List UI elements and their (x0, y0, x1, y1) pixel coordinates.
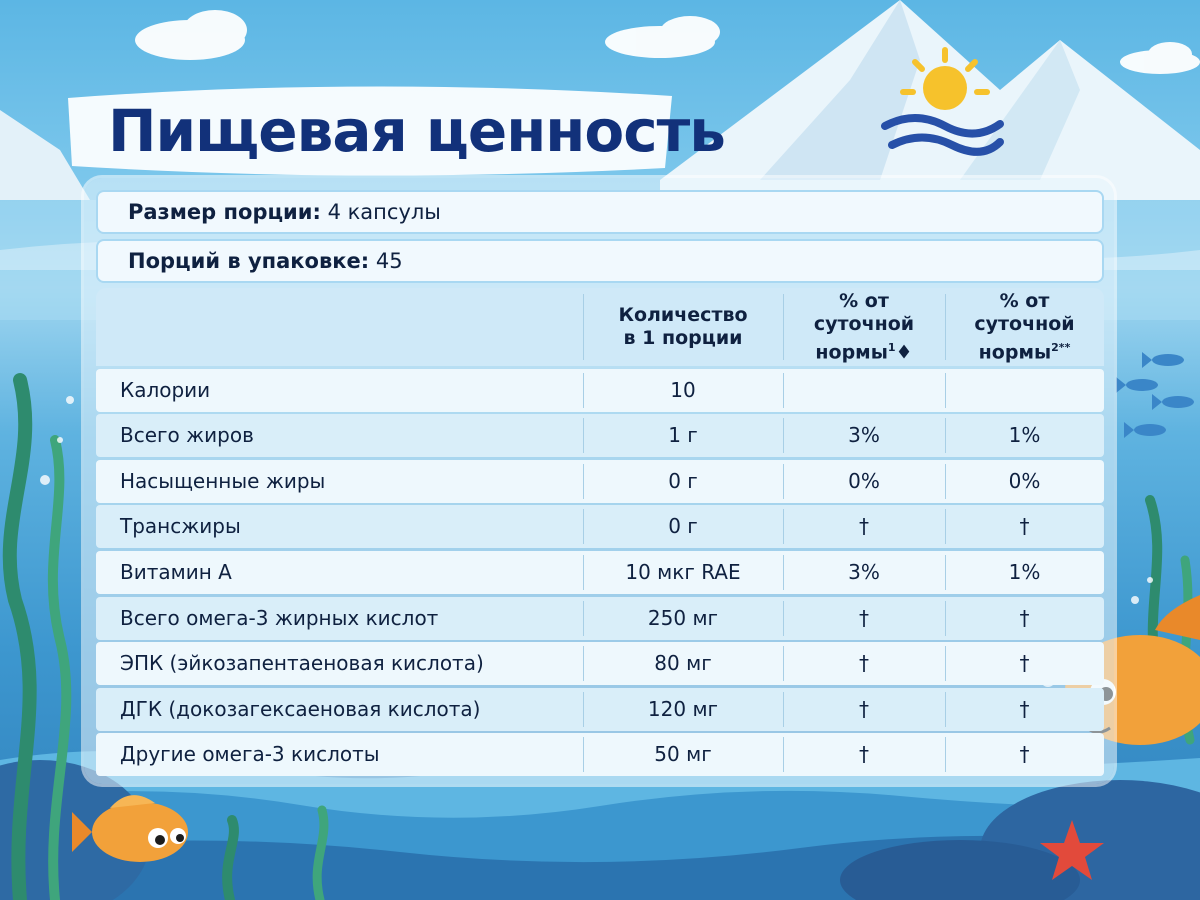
header-dv1-line: суточной (813, 312, 915, 335)
table-row (96, 688, 1104, 731)
page-title: Пищевая ценность (108, 97, 725, 165)
diamond-icon: ♦ (895, 341, 913, 364)
nutrient-name: Всего жиров (120, 423, 254, 448)
table-header (96, 288, 1104, 366)
nutrient-amount: 120 мг (647, 696, 719, 721)
header-dv1 (783, 288, 945, 366)
nutrient-name: Всего омега-3 жирных кислот (120, 605, 439, 630)
nutrient-dv2: 1% (1008, 423, 1041, 448)
header-dv2-line: % от (999, 289, 1050, 312)
nutrient-dv1: † (859, 514, 869, 539)
fish-icon (1116, 352, 1194, 438)
table-row (96, 642, 1104, 685)
serving-size-value: 4 капсулы (327, 200, 441, 224)
nutrient-amount: 0 г (668, 468, 698, 493)
nutrient-dv2: 1% (1008, 559, 1041, 584)
header-dv2-sup: 2** (1051, 340, 1071, 354)
nutrient-amount: 50 мг (654, 742, 712, 767)
nutrient-dv1: 0% (848, 468, 880, 493)
header-dv1-line: % от (839, 289, 889, 312)
nutrient-amount: 1 г (668, 423, 698, 448)
serving-size-label: Размер порции: (128, 200, 321, 224)
nutrient-dv2: † (1019, 696, 1030, 721)
nutrient-amount: 0 г (668, 514, 698, 539)
nutrient-amount: 80 мг (654, 651, 712, 676)
nutrient-name: Витамин А (120, 559, 232, 584)
servings-per-container-label: Порций в упаковке: (128, 249, 370, 273)
nutrient-dv2 (945, 369, 1104, 412)
table-row (96, 733, 1104, 776)
nutrient-dv1: 3% (848, 423, 880, 448)
nutrient-dv2: † (1019, 605, 1030, 630)
table-row (96, 551, 1104, 594)
nutrition-table (96, 288, 1104, 776)
nutrient-dv1: † (859, 742, 869, 767)
nutrient-amount: 10 мкг RAE (625, 559, 741, 584)
header-dv1-last: нормы (815, 341, 888, 364)
header-dv2 (945, 288, 1104, 366)
nutrient-name: Трансжиры (120, 514, 241, 539)
serving-size-row (96, 190, 1104, 234)
nutrient-amount: 250 мг (647, 605, 719, 630)
nutrient-dv1: † (859, 605, 869, 630)
nutrient-dv1: † (859, 651, 869, 676)
header-amount (583, 288, 783, 366)
table-row (96, 505, 1104, 548)
nutrient-name: ЭПК (эйкозапентаеновая кислота) (120, 651, 484, 676)
header-dv2-last: нормы (978, 341, 1052, 364)
title-banner (60, 80, 725, 180)
servings-per-container-row (96, 239, 1104, 283)
table-row (96, 460, 1104, 503)
nutrient-dv1: 3% (848, 559, 880, 584)
nutrient-dv1 (783, 369, 945, 412)
nutrient-dv2: 0% (1008, 468, 1041, 493)
nutrient-name: Другие омега-3 кислоты (120, 742, 380, 767)
nutrient-name: Калории (120, 377, 211, 402)
header-amount-line: Количество (618, 304, 748, 326)
header-dv2-line: суточной (974, 312, 1075, 335)
nutrient-dv2: † (1019, 742, 1030, 767)
table-row (96, 369, 1104, 412)
table-row (96, 414, 1104, 457)
header-dv1-sup: 1 (887, 340, 896, 354)
nutrient-name: Насыщенные жиры (120, 468, 326, 493)
nutrient-dv2: † (1019, 514, 1030, 539)
nutrient-amount: 10 (670, 377, 696, 402)
nutrient-dv1: † (859, 696, 869, 721)
servings-per-container-value: 45 (375, 249, 403, 273)
nutrient-name: ДГК (докозагексаеновая кислота) (120, 696, 481, 721)
table-row (96, 597, 1104, 640)
nutrient-dv2: † (1019, 651, 1030, 676)
header-amount-line: в 1 порции (623, 327, 743, 349)
